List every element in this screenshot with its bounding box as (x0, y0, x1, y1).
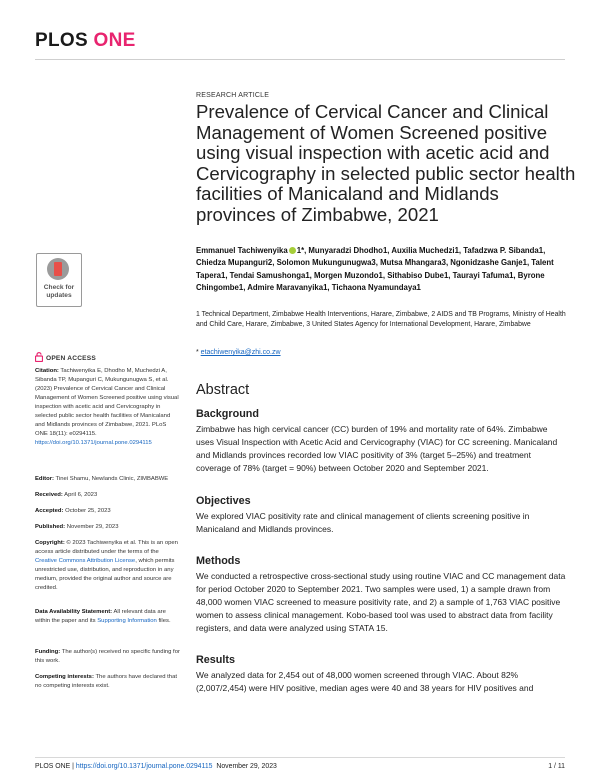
editor-text: Tinei Shamu, Newlands Clinic, ZIMBABWE (55, 476, 169, 482)
data-availability-label: Data Availability Statement: (35, 609, 113, 615)
published-label: Published: (35, 524, 66, 530)
footer-doi-link[interactable]: https://doi.org/10.1371/journal.pone.0294115 (75, 763, 213, 770)
editor (35, 475, 180, 484)
accepted-date (35, 507, 180, 516)
results-text: We analyzed data for 2,454 out of 48,000 women screened through VIAC. About 82% (2,007/2,454) were HIV positive, median ages were 40 and 38 years for HIV positives and (196, 670, 534, 693)
competing-interests-text: The authors have declared that no competing interests exist. (35, 674, 177, 689)
copyright-text-1: © 2023 Tachiwenyika et al. This is an open access article distributed under the terms of the (35, 540, 178, 555)
data-availability (35, 608, 180, 626)
objectives-heading: Objectives (196, 495, 251, 507)
corresponding-email (196, 349, 281, 356)
methods-text: We conducted a retrospective cross-sectional study using routine VIAC and CC management data for period October 2020 to September 2021. Two samples were used, 1) a sample drawn from 48,000 women VIAC screened to measure positivity rate, and 2) a sample of 1,763 VIAC positive women to assess clinical management. Kobo-based tool was used to abstract data from facility registers, and data were analyzed using STATA 15. (196, 571, 566, 633)
funding (35, 648, 180, 666)
footer (35, 763, 277, 770)
received-date (35, 491, 180, 500)
remaining-authors: 1*, Munyaradzi Dhodho1, Auxilia Muchedzi1, Tafadzwa P. Sibanda1, Chiedza Mupanguri2, Solomon Mukungunugwa3, Mutsa Mhangara3, Ngonidzashe Ganje1, Talent Tapera1, Tendai Samushonga1, Morgen Muzondo1, Sithabiso Dube1, Taurayi Tafuma1, Byrone Chingombe1, Admire Maravanyika1, Tichaona Nyamundaya1 (196, 246, 554, 292)
logo-one-text: ONE (93, 30, 136, 51)
header-divider (35, 59, 565, 60)
citation-label: Citation: (35, 368, 59, 374)
supporting-information-link[interactable]: Supporting Information (97, 618, 157, 624)
methods-heading: Methods (196, 555, 241, 567)
editor-label: Editor: (35, 476, 54, 482)
footer-separator: | (70, 763, 76, 770)
citation (35, 367, 180, 448)
bookmark-icon (54, 262, 62, 276)
objectives-text: We explored VIAC positivity rate and clinical management of clients screening positive in Manicaland and Midlands provinces. (196, 511, 530, 534)
check-for-updates-badge[interactable] (36, 253, 82, 307)
published-text: November 29, 2023 (66, 524, 119, 530)
accepted-text: October 25, 2023 (65, 508, 111, 514)
abstract-heading: Abstract (196, 382, 250, 398)
funding-label: Funding: (35, 649, 61, 655)
open-access-label (35, 352, 96, 362)
background-heading: Background (196, 408, 259, 420)
open-lock-icon (35, 352, 43, 362)
results-heading: Results (196, 654, 236, 666)
author-list (196, 245, 566, 294)
copyright-label: Copyright: (35, 540, 65, 546)
article-type: RESEARCH ARTICLE (196, 92, 270, 99)
data-availability-text-2: files. (158, 618, 171, 624)
copyright (35, 539, 180, 593)
funding-text: The author(s) received no specific funding for this work. (35, 649, 180, 664)
affiliations: 1 Technical Department, Zimbabwe Health Interventions, Harare, Zimbabwe, 2 AIDS and TB Programs, Ministry of Health and Child Care, Harare, Zimbabwe, 3 United States Agency for International Development, Harare, Zimbabwe (196, 311, 566, 328)
cc-license-link[interactable]: Creative Commons Attribution License (35, 558, 136, 564)
first-author[interactable]: Emmanuel Tachiwenyika (196, 246, 288, 255)
citation-doi-link[interactable]: https://doi.org/10.1371/journal.pone.0294115 (35, 440, 152, 446)
badge-line-2: updates (46, 292, 72, 299)
data-availability-text-1: All relevant data are within the paper and its (35, 609, 166, 624)
plos-one-logo[interactable] (35, 30, 136, 52)
received-text: April 6, 2023 (64, 492, 98, 498)
email-prefix: * (196, 349, 201, 356)
footer-journal: PLOS ONE (35, 763, 71, 770)
published-date (35, 523, 180, 532)
accepted-label: Accepted: (35, 508, 64, 514)
copyright-text-2: , which permits unrestricted use, distribution, and reproduction in any medium, provided the original author and source are credited. (35, 558, 175, 591)
footer-divider (35, 757, 565, 758)
received-label: Received: (35, 492, 63, 498)
article-title: Prevalence of Cervical Cancer and Clinical Management of Women Screened positive using visual inspection with acetic acid and Cervicography in selected public sector health facilities of Manicaland and Midlands provinces of Zimbabwe, 2021 (196, 101, 576, 225)
citation-text: Tachiwenyika E, Dhodho M, Muchedzi A, Sibanda TP, Mupanguri C, Mukungunugwa S, et al. (2023) Prevalence of Cervical Cancer and Clinical Management of Women Screened positive using visual inspection with acetic acid and Cervicography in selected public sector health facilities of Manicaland and Midlands provinces of Zimbabwe, 2021. PLoS ONE 18(11): e0294115. (35, 368, 179, 437)
email-link[interactable]: etachiwenyika@zhi.co.zw (200, 349, 281, 356)
badge-line-1: Check for (43, 284, 75, 291)
competing-interests (35, 673, 180, 691)
open-access-text: OPEN ACCESS (46, 355, 96, 362)
page-number: 1 / 11 (548, 763, 565, 770)
competing-interests-label: Competing interests: (35, 674, 94, 680)
logo-plos-text: PLOS (35, 30, 88, 51)
orcid-icon[interactable] (289, 247, 296, 254)
background-text: Zimbabwe has high cervical cancer (CC) burden of 19% and mortality rate of 64%. Zimbabwe uses Visual Inspection with Acetic Acid and Cervicography (VIAC) for CC screening. Manicaland and Midlands provinces recorded low VIAC positivity of 3% (target 5–25%) and treatment coverage of 78% (target = 90%) between October 2020 and September 2021. (196, 424, 558, 473)
footer-date: November 29, 2023 (216, 763, 277, 770)
